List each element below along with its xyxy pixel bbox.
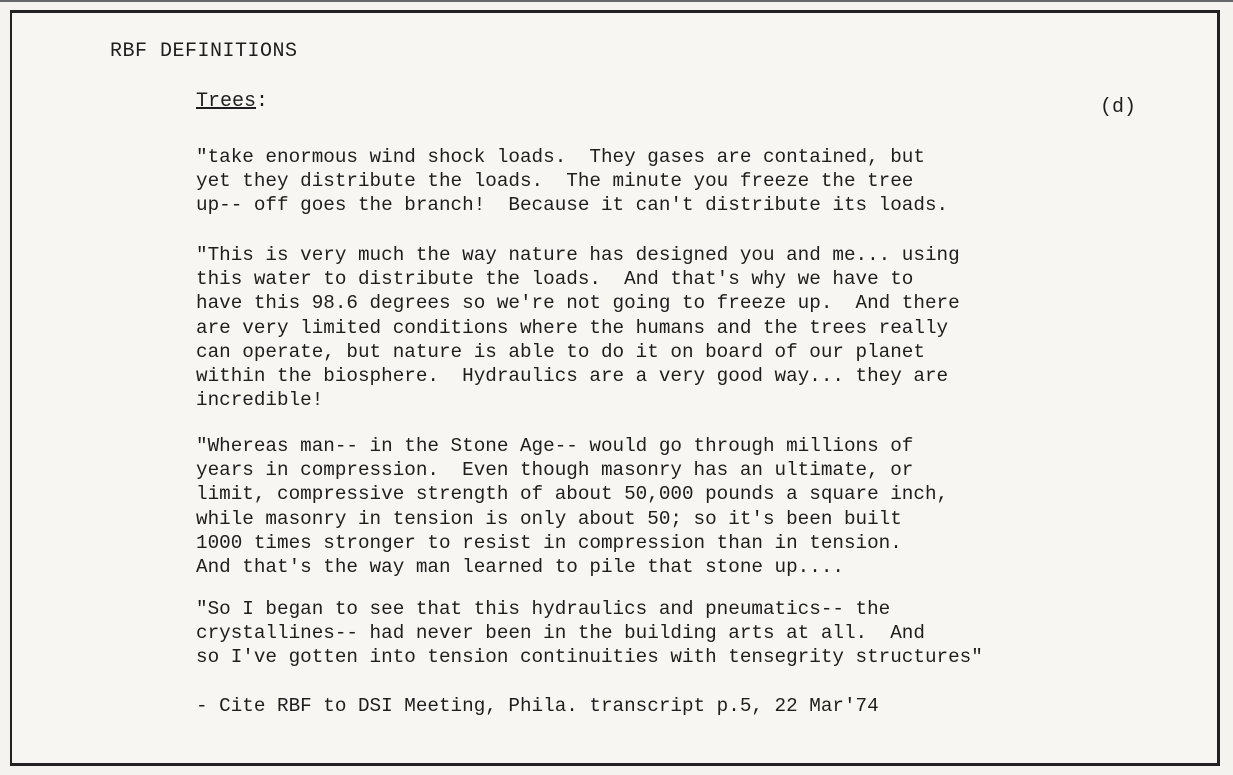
term-label: Trees	[196, 90, 257, 113]
page-title: RBF DEFINITIONS	[110, 40, 298, 63]
quote-paragraph-4: "So I began to see that this hydraulics and pneumatics-- the crystallines-- had never been in the building arts at all. And so I've gotten into tension continuities with tensegrity structures"	[196, 598, 983, 669]
citation: - Cite RBF to DSI Meeting, Phila. transcript p.5, 22 Mar'74	[196, 695, 879, 717]
reference-marker: (d)	[1100, 96, 1137, 119]
quote-paragraph-2: "This is very much the way nature has designed you and me... using this water to distribute the loads. And that's why we have to have this 98.6 degrees so we're not going to freeze up. And there are very limited conditions where the humans and the trees really can operate, but nature is able to do it on board of our planet within the biosphere. Hydraulics are a very good way... they are incredible!	[196, 244, 960, 412]
quote-paragraph-3: "Whereas man-- in the Stone Age-- would go through millions of years in compression. Even though masonry has an ultimate, or limit, compressive strength of about 50,000 pounds a square inch, while masonry in tension is only about 50; so it's been built 1000 times stronger to resist in compression than in tension. And that's the way man learned to pile that stone up....	[196, 435, 949, 579]
top-rule	[0, 0, 1233, 2]
term-heading	[196, 90, 268, 113]
term-colon: :	[256, 90, 269, 113]
quote-paragraph-1: "take enormous wind shock loads. They gases are contained, but yet they distribute the loads. The minute you freeze the tree up-- off goes the branch! Because it can't distribute its loads.	[196, 146, 949, 217]
